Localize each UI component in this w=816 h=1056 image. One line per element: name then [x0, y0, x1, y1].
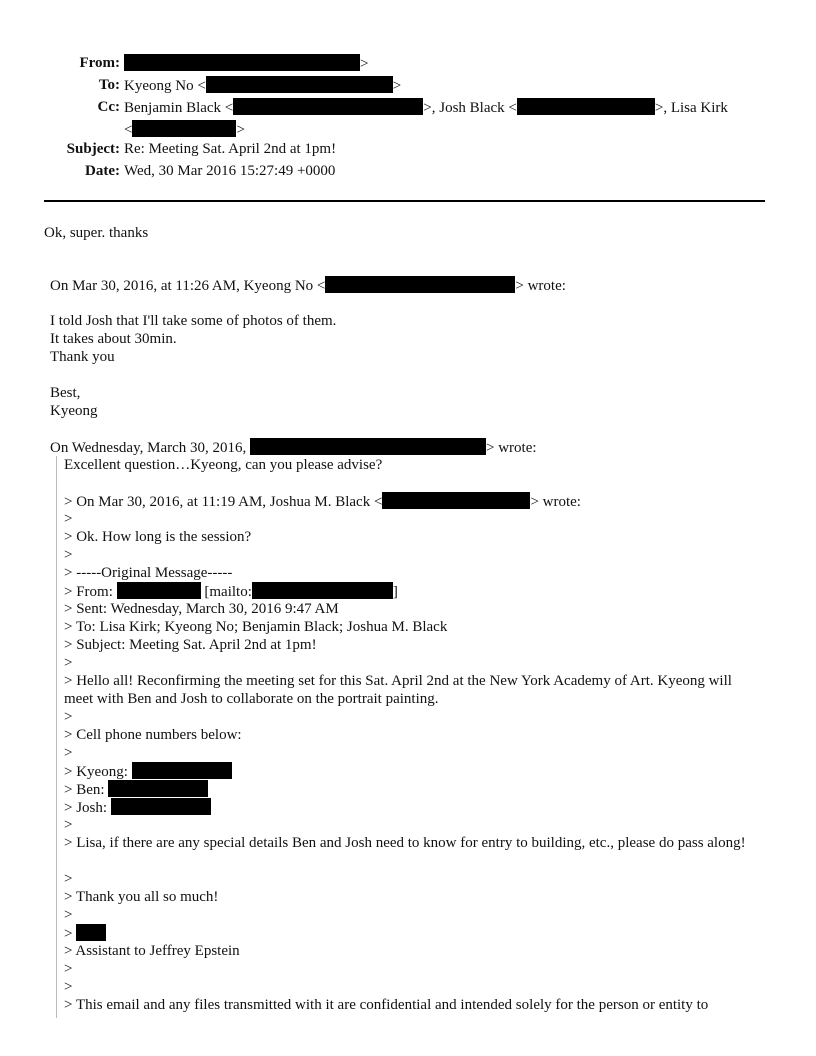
to-name: Kyeong No <	[124, 78, 206, 94]
subject-value: Re: Meeting Sat. April 2nd at 1pm!	[124, 141, 337, 157]
cc-row-2	[0, 120, 816, 140]
cc-value	[124, 98, 728, 117]
quoted-line: > Ok. How long is the session?	[64, 529, 252, 545]
from-row	[0, 54, 816, 76]
joshua-suffix: > wrote:	[530, 494, 581, 510]
quoted-line: > Thank you all so much!	[64, 889, 219, 905]
quote-bar	[56, 456, 57, 1018]
quoted-phone-josh	[64, 798, 211, 817]
quoted-line: Excellent question…Kyeong, can you please advise?	[64, 457, 383, 473]
cc-row	[0, 98, 816, 120]
from-suffix: >	[360, 56, 369, 72]
kyeong-line: Best,	[50, 385, 81, 401]
redaction-block	[111, 798, 211, 815]
mailto-prefix: [mailto:	[204, 584, 252, 600]
redaction-block	[76, 924, 106, 941]
quoted-line: >	[64, 817, 73, 833]
kyeong-line: Kyeong	[50, 403, 98, 419]
redaction-block	[382, 492, 530, 509]
redaction-block	[325, 276, 515, 293]
kyeong-line: It takes about 30min.	[50, 331, 177, 347]
cc-line2	[124, 120, 245, 139]
kyeong-line: I told Josh that I'll take some of photos of them.	[50, 313, 337, 329]
cc-part3: >, Lisa Kirk	[654, 100, 728, 116]
kyeong-line: Thank you	[50, 349, 115, 365]
wed-attribution-suffix: > wrote:	[486, 440, 537, 456]
joshua-prefix: > On Mar 30, 2016, at 11:19 AM, Joshua M. Black <	[64, 494, 383, 510]
from-label: From:	[79, 55, 120, 71]
quoted-line: > To: Lisa Kirk; Kyeong No; Benjamin Black; Joshua M. Black	[64, 619, 448, 635]
quoted-line: >	[64, 655, 73, 671]
quoted-from	[64, 582, 398, 601]
quoted-line: >	[64, 871, 73, 887]
redaction-block	[108, 780, 208, 797]
to-label: To:	[98, 77, 120, 93]
quoted-paragraph: > Lisa, if there are any special details Ben and Josh need to know for entry to building, etc., please do pass along!	[64, 835, 746, 851]
mailto-suffix: ]	[392, 584, 398, 600]
quoted-from-prefix: > From:	[64, 584, 113, 600]
kyeong-attribution-suffix: > wrote:	[515, 278, 566, 294]
cc-line2-prefix: <	[124, 122, 133, 138]
to-suffix: >	[392, 78, 402, 94]
to-value	[124, 76, 401, 95]
date-value: Wed, 30 Mar 2016 15:27:49 +0000	[124, 163, 336, 179]
quoted-line: > Assistant to Jeffrey Epstein	[64, 943, 240, 959]
quoted-line: > Subject: Meeting Sat. April 2nd at 1pm!	[64, 637, 317, 653]
quoted-line: > -----Original Message-----	[64, 565, 233, 581]
quoted-line: >	[64, 907, 73, 923]
redaction-block	[117, 582, 201, 599]
redaction-block	[132, 120, 236, 137]
quoted-line: > This email and any files transmitted with it are confidential and intended solely for the person or entity to	[64, 997, 709, 1013]
email-header	[0, 54, 816, 184]
to-row	[0, 76, 816, 98]
gt-marker: >	[64, 926, 73, 942]
date-label: Date:	[85, 163, 120, 179]
cc-part1: Benjamin Black <	[124, 100, 234, 116]
redaction-block	[132, 762, 232, 779]
quoted-phone-ben	[64, 780, 208, 799]
reply-text: Ok, super. thanks	[44, 225, 149, 241]
cc-label: Cc:	[97, 99, 120, 115]
quoted-attribution	[64, 492, 581, 511]
wed-attribution-prefix: On Wednesday, March 30, 2016,	[50, 440, 247, 456]
phone-label: > Ben:	[64, 782, 105, 798]
phone-label: > Josh:	[64, 800, 108, 816]
quoted-line: >	[64, 961, 73, 977]
subject-label: Subject:	[66, 141, 120, 157]
quoted-line: >	[64, 511, 73, 527]
quoted-line: > Sent: Wednesday, March 30, 2016 9:47 AM	[64, 601, 339, 617]
quoted-line: >	[64, 979, 73, 995]
kyeong-attribution	[50, 276, 566, 295]
quoted-line: >	[64, 547, 73, 563]
kyeong-attribution-prefix: On Mar 30, 2016, at 11:26 AM, Kyeong No <	[50, 278, 326, 294]
redaction-block	[124, 54, 360, 71]
quoted-phone-kyeong	[64, 762, 232, 781]
header-divider	[44, 200, 765, 202]
cc-part2: >, Josh Black <	[423, 100, 517, 116]
wed-attribution	[50, 438, 537, 457]
quoted-paragraph: > Hello all! Reconfirming the meeting set for this Sat. April 2nd at the New York Academy of Art. Kyeong will meet with Ben and Josh to collaborate on the portrait painting.	[64, 673, 732, 707]
quoted-line: >	[64, 745, 73, 761]
quoted-signature-line	[64, 924, 106, 943]
date-row	[0, 162, 816, 184]
phone-label: > Kyeong:	[64, 764, 128, 780]
redaction-block	[250, 438, 486, 455]
from-value	[124, 54, 368, 73]
redaction-block	[206, 76, 393, 93]
quoted-line: >	[64, 709, 73, 725]
quoted-line: > Cell phone numbers below:	[64, 727, 242, 743]
subject-row	[0, 140, 816, 162]
cc-line2-suffix: >	[236, 122, 245, 138]
redaction-block	[233, 98, 423, 115]
redaction-block	[517, 98, 655, 115]
redaction-block	[252, 582, 393, 599]
